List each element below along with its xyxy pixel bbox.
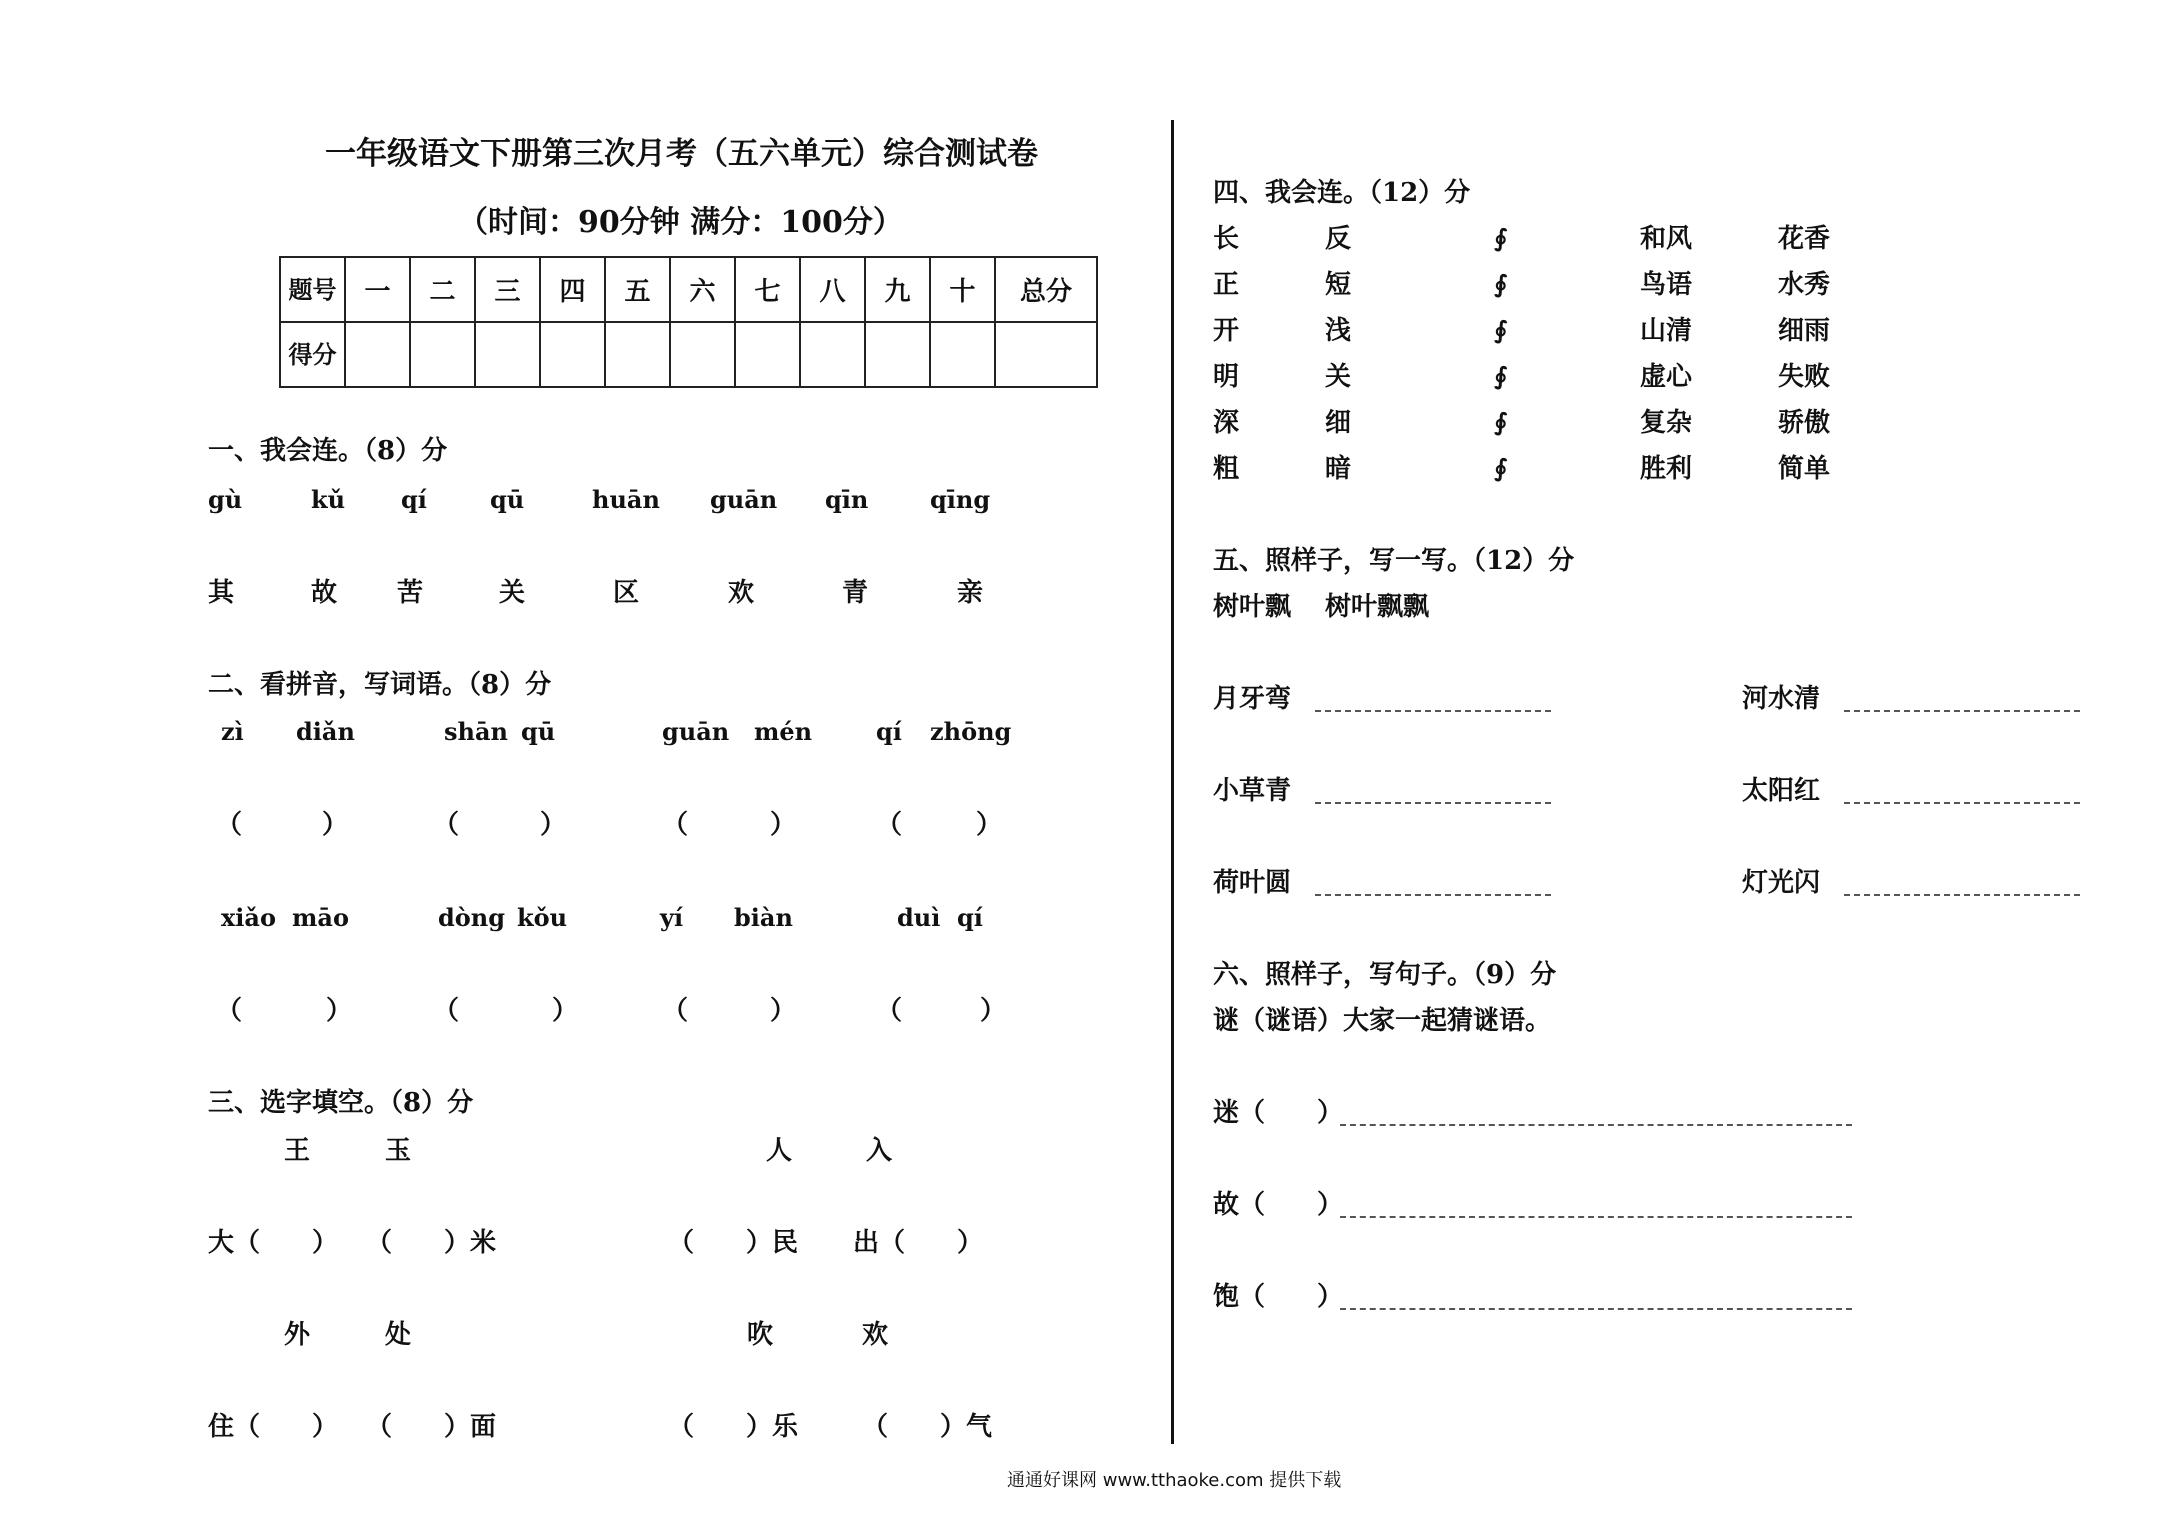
character: 故 (311, 578, 338, 608)
pinyin: gù (208, 485, 243, 514)
answer-paren-close: ） (322, 810, 349, 840)
connector-dot-icon: ∮ (1494, 224, 1508, 252)
col-header: 一 (345, 257, 410, 322)
answer-paren-close: ） (770, 996, 797, 1026)
fill-item: （ ）民 (668, 1228, 799, 1258)
section-5-example-a: 树叶飘 (1213, 592, 1292, 622)
write-item-label: 小草青 (1213, 776, 1292, 806)
answer-paren-open: （ (433, 810, 460, 840)
section-2-heading: 二、看拼音，写词语。（8）分 (208, 670, 552, 700)
pinyin: zì (221, 717, 244, 746)
match-word: 花香 (1778, 224, 1831, 254)
answer-paren-close: ） (552, 996, 579, 1026)
fill-item: 大（ ） (208, 1228, 339, 1258)
option-char: 玉 (385, 1136, 412, 1166)
page-title: 一年级语文下册第三次月考（五六单元）综合测试卷 (325, 136, 1038, 172)
pinyin: yí (660, 903, 684, 932)
answer-blank-line[interactable] (1315, 894, 1551, 896)
match-word: 胜利 (1640, 454, 1693, 484)
option-char: 欢 (862, 1320, 889, 1350)
row-label-score: 得分 (280, 322, 345, 387)
answer-paren-close: ） (326, 996, 353, 1026)
match-word: 失败 (1778, 362, 1831, 392)
sentence-item-label: 迷（ ） (1213, 1098, 1344, 1128)
score-cell[interactable] (735, 322, 800, 387)
match-char: 长 (1213, 224, 1240, 254)
character: 其 (208, 578, 235, 608)
answer-blank-line[interactable] (1844, 802, 2080, 804)
match-char: 正 (1213, 270, 1240, 300)
character: 亲 (957, 578, 984, 608)
sentence-item-label: 故（ ） (1213, 1190, 1344, 1220)
score-cell[interactable] (800, 322, 865, 387)
pinyin: qū (490, 485, 525, 514)
col-header: 八 (800, 257, 865, 322)
match-word: 鸟语 (1640, 270, 1693, 300)
option-char: 王 (284, 1136, 311, 1166)
section-1-heading: 一、我会连。（8）分 (208, 436, 448, 466)
pinyin: dòng (438, 903, 506, 932)
option-char: 处 (385, 1320, 412, 1350)
answer-paren-close: ） (540, 810, 567, 840)
pinyin: kǒu (517, 903, 568, 932)
write-item-label: 河水清 (1742, 684, 1821, 714)
answer-paren-open: （ (876, 996, 903, 1026)
sentence-item-label: 饱（ ） (1213, 1282, 1344, 1312)
answer-paren-close: ） (976, 810, 1003, 840)
answer-paren-open: （ (876, 810, 903, 840)
answer-blank-line[interactable] (1315, 802, 1551, 804)
pinyin: kǔ (311, 485, 346, 514)
col-header: 二 (410, 257, 475, 322)
section-3-heading: 三、选字填空。（8）分 (208, 1088, 474, 1118)
col-header: 五 (605, 257, 670, 322)
score-table-score-row (280, 322, 1097, 387)
column-divider (1171, 120, 1174, 1444)
connector-dot-icon: ∮ (1494, 362, 1508, 390)
answer-paren-close: ） (980, 996, 1007, 1026)
answer-blank-line[interactable] (1340, 1308, 1852, 1310)
score-cell[interactable] (605, 322, 670, 387)
answer-paren-open: （ (433, 996, 460, 1026)
score-cell[interactable] (670, 322, 735, 387)
match-word: 水秀 (1778, 270, 1831, 300)
col-header: 六 (670, 257, 735, 322)
answer-blank-line[interactable] (1844, 710, 2080, 712)
match-word: 虚心 (1640, 362, 1693, 392)
match-word: 和风 (1640, 224, 1693, 254)
fill-item: （ ）面 (366, 1412, 497, 1442)
write-item-label: 荷叶圆 (1213, 868, 1292, 898)
answer-blank-line[interactable] (1340, 1216, 1852, 1218)
answer-blank-line[interactable] (1340, 1124, 1852, 1126)
pinyin: qīng (930, 485, 991, 514)
match-char: 细 (1325, 408, 1352, 438)
pinyin: duì (897, 903, 941, 932)
option-char: 入 (866, 1136, 893, 1166)
pinyin: diǎn (296, 717, 355, 746)
score-cell[interactable] (345, 322, 410, 387)
connector-dot-icon: ∮ (1494, 408, 1508, 436)
col-header: 七 (735, 257, 800, 322)
write-item-label: 月牙弯 (1213, 684, 1292, 714)
character: 欢 (728, 578, 755, 608)
section-4-heading: 四、我会连。（12）分 (1213, 178, 1471, 208)
score-cell[interactable] (930, 322, 995, 387)
answer-paren-open: （ (216, 996, 243, 1026)
row-label-question-number: 题号 (280, 257, 345, 322)
pinyin: biàn (734, 903, 793, 932)
pinyin: huān (592, 485, 660, 514)
pinyin: xiǎo (221, 903, 276, 932)
score-cell[interactable] (865, 322, 930, 387)
answer-blank-line[interactable] (1315, 710, 1551, 712)
match-word: 简单 (1778, 454, 1831, 484)
score-cell-total[interactable] (995, 322, 1097, 387)
pinyin: zhōng (930, 717, 1012, 746)
section-5-example-b: 树叶飘飘 (1325, 592, 1430, 622)
pinyin: guān (662, 717, 730, 746)
match-word: 骄傲 (1778, 408, 1831, 438)
answer-paren-open: （ (216, 810, 243, 840)
footer-source-note: 通通好课网 www.tthaoke.com 提供下载 (1007, 1470, 1342, 1491)
section-6-example: 谜（谜语）大家一起猜谜语。 (1213, 1006, 1552, 1036)
score-cell[interactable] (475, 322, 540, 387)
connector-dot-icon: ∮ (1494, 316, 1508, 344)
score-table (279, 256, 1098, 388)
section-5-heading: 五、照样子，写一写。（12）分 (1213, 546, 1575, 576)
option-char: 吹 (747, 1320, 774, 1350)
answer-paren-open: （ (662, 810, 689, 840)
page-subtitle: （时间：90分钟 满分：100分） (458, 205, 903, 240)
pinyin: guān (710, 485, 778, 514)
connector-dot-icon: ∮ (1494, 454, 1508, 482)
fill-item: （ ）乐 (668, 1412, 799, 1442)
pinyin: qí (401, 485, 427, 514)
pinyin: qīn (825, 485, 869, 514)
pinyin: māo (292, 903, 349, 932)
character: 关 (499, 578, 526, 608)
answer-blank-line[interactable] (1844, 894, 2080, 896)
score-cell[interactable] (540, 322, 605, 387)
match-word: 复杂 (1640, 408, 1693, 438)
col-header: 三 (475, 257, 540, 322)
col-header: 十 (930, 257, 995, 322)
fill-item: （ ）米 (366, 1228, 497, 1258)
option-char: 外 (284, 1320, 311, 1350)
fill-item: 出（ ） (853, 1228, 984, 1258)
answer-paren-close: ） (770, 810, 797, 840)
match-char: 明 (1213, 362, 1240, 392)
write-item-label: 太阳红 (1742, 776, 1821, 806)
fill-item: （ ）气 (862, 1412, 993, 1442)
match-char: 暗 (1325, 454, 1352, 484)
col-header: 九 (865, 257, 930, 322)
match-word: 山清 (1640, 316, 1693, 346)
section-6-heading: 六、照样子，写句子。（9）分 (1213, 960, 1557, 990)
character: 青 (842, 578, 869, 608)
col-header-total: 总分 (995, 257, 1097, 322)
score-table-header-row (280, 257, 1097, 322)
match-char: 关 (1325, 362, 1352, 392)
match-char: 浅 (1325, 316, 1352, 346)
score-cell[interactable] (410, 322, 475, 387)
write-item-label: 灯光闪 (1742, 868, 1821, 898)
pinyin: qū (521, 717, 556, 746)
match-word: 细雨 (1778, 316, 1831, 346)
pinyin: shān (444, 717, 508, 746)
character: 区 (613, 578, 640, 608)
pinyin: qí (876, 717, 902, 746)
match-char: 开 (1213, 316, 1240, 346)
match-char: 短 (1325, 270, 1352, 300)
fill-item: 住（ ） (208, 1412, 339, 1442)
match-char: 反 (1325, 224, 1352, 254)
pinyin: mén (754, 717, 813, 746)
connector-dot-icon: ∮ (1494, 270, 1508, 298)
option-char: 人 (766, 1136, 793, 1166)
match-char: 粗 (1213, 454, 1240, 484)
answer-paren-open: （ (662, 996, 689, 1026)
match-char: 深 (1213, 408, 1240, 438)
pinyin: qí (957, 903, 983, 932)
character: 苦 (397, 578, 424, 608)
col-header: 四 (540, 257, 605, 322)
